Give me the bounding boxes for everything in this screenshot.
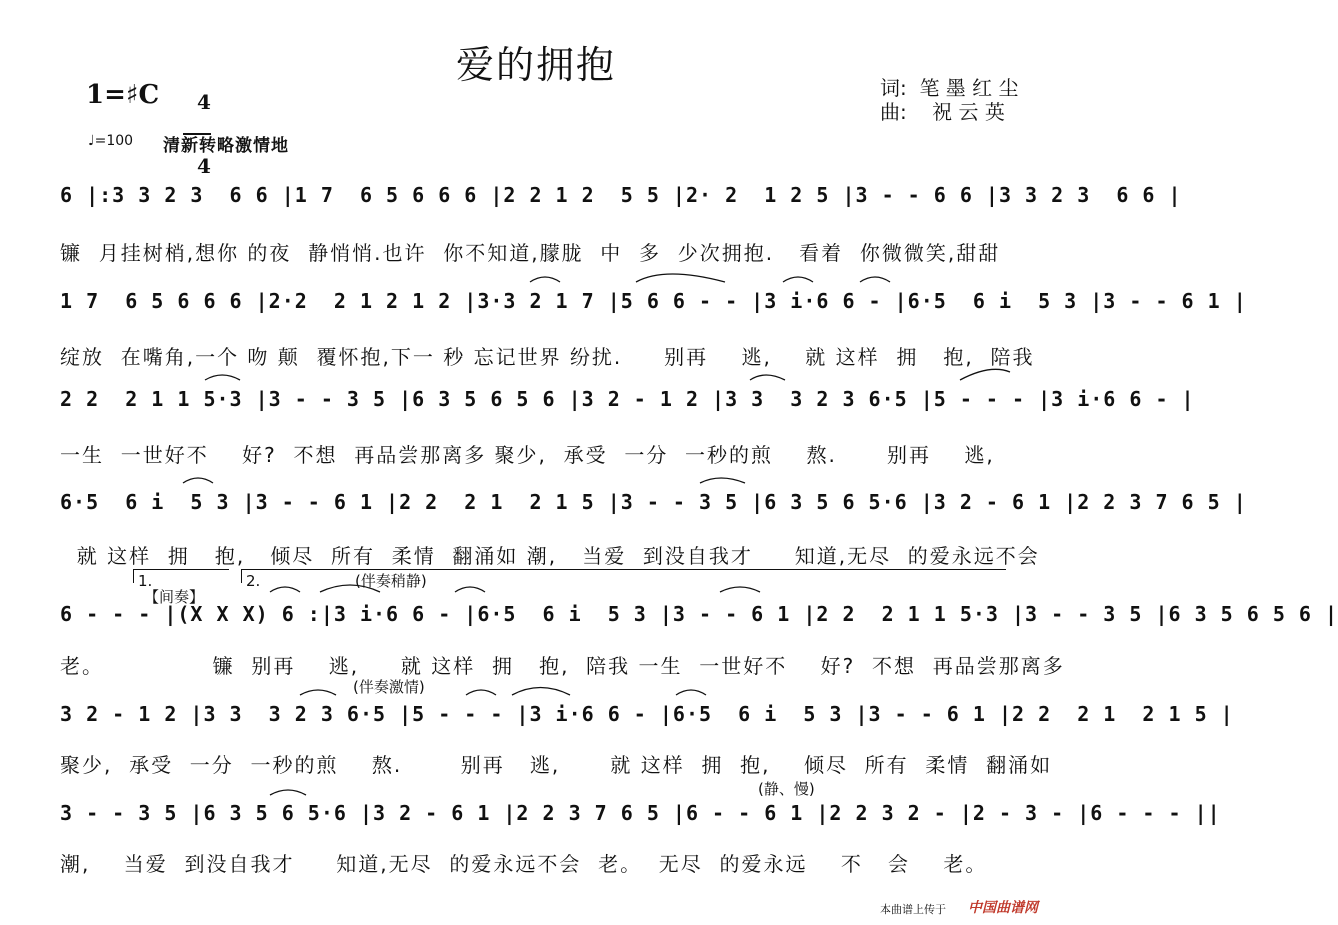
slur (183, 478, 213, 483)
expression-mark: 清新转略激情地 (163, 136, 289, 156)
slur (466, 690, 496, 695)
slur (270, 790, 306, 795)
slur (270, 587, 300, 592)
slur (455, 587, 485, 592)
slur (205, 375, 240, 380)
slur (320, 585, 380, 592)
meter-top: 4 (196, 90, 211, 114)
upload-note: 本曲谱上传于 (880, 903, 946, 916)
lyric-row: 一生 一世好不 好? 不想 再品尝那离多 聚少, 承受 一分 一秒的煎 熬. 别再 逃, (60, 443, 995, 467)
lyricist-credit: 词: 笔 墨 红 尘 (880, 76, 1019, 100)
notation-row: 6 |:3 3 2 3 6 6 |1 7 6 5 6 6 6 |2 2 1 2 5 5 |2· 2 1 2 5 |3 - - 6 6 |3 3 2 3 6 6 | (60, 183, 1182, 207)
lyric-row: 潮, 当爱 到没自我才 知道,无尽 的爱永远不会 老。 无尽 的爱永远 不 会 老。 (60, 852, 988, 876)
lyric-row: 老。 镰 别再 逃, 就 这样 拥 抱, 陪我 一生 一世好不 好? 不想 再品尝那离多 (60, 654, 1065, 678)
accompaniment-quiet-note: (伴奏稍静) (355, 572, 427, 590)
slur (783, 277, 813, 282)
accompaniment-passion-note: (伴奏激情) (353, 678, 425, 696)
interlude-label: 【间奏】 (144, 588, 205, 606)
composer-credit: 曲: 祝 云 英 (880, 100, 1005, 124)
slur (530, 277, 560, 282)
slur (860, 277, 890, 282)
notation-row: 2 2 2 1 1 5·3 |3 - - 3 5 |6 3 5 6 5 6 |3 2 - 1 2 |3 3 3 2 3 6·5 |5 - - - |3 i·6 6 - | (60, 387, 1195, 411)
slur (750, 375, 785, 380)
ending-1-label: 1. (138, 572, 153, 590)
notation-row: 1 7 6 5 6 6 6 |2·2 2 1 2 1 2 |3·3 2 1 7 |5 6 6 - - |3 i·6 6 - |6·5 6 i 5 3 |3 - - 6 1 | (60, 289, 1247, 313)
lyric-row: 绽放 在嘴角,一个 吻 颠 覆怀抱,下一 秒 忘记世界 纷扰. 别再 逃, 就 这样 拥 抱, 陪我 (60, 345, 1035, 369)
slur (720, 587, 760, 592)
lyric-row: 就 这样 拥 抱, 倾尽 所有 柔情 翻涌如 潮, 当爱 到没自我才 知道,无尽 的爱永远不会 (60, 544, 1040, 568)
slur (676, 690, 706, 695)
song-title: 爱的拥抱 (455, 43, 616, 87)
site-logo: 中国曲谱网 (968, 900, 1038, 916)
notation-row: 3 2 - 1 2 |3 3 3 2 3 6·5 |5 - - - |3 i·6 6 - |6·5 6 i 5 3 |3 - - 6 1 |2 2 2 1 2 1 5 | (60, 702, 1234, 726)
tempo-mark: ♩=100 (88, 133, 134, 149)
lyric-row: 镰 月挂树梢,想你 的夜 静悄悄.也许 你不知道,朦胧 中 多 少次拥抱. 看着 你微微笑,甜甜 (60, 241, 1001, 265)
key-signature: 1=♯C (86, 80, 160, 110)
notation-row: 6·5 6 i 5 3 |3 - - 6 1 |2 2 2 1 2 1 5 |3 - - 3 5 |6 3 5 6 5·6 |3 2 - 6 1 |2 2 3 7 6 5 | (60, 490, 1247, 514)
meter-bottom: 4 (196, 154, 211, 178)
notation-row: 6 - - - |(X X X) 6 :|3 i·6 6 - |6·5 6 i 5 3 |3 - - 6 1 |2 2 2 1 1 5·3 |3 - - 3 5 |6 3 5 6 5 6 | (60, 602, 1338, 626)
slur (636, 274, 725, 282)
slur (300, 690, 336, 695)
lyric-row: 聚少, 承受 一分 一秒的煎 熬. 别再 逃, 就 这样 拥 抱, 倾尽 所有 柔情 翻涌如 (60, 753, 1053, 777)
slur (512, 688, 570, 696)
ending-2-label: 2. (246, 572, 261, 590)
slur (700, 478, 745, 483)
slur (960, 369, 1010, 380)
tempo-slow-note: (静、慢) (758, 780, 815, 798)
notation-row: 3 - - 3 5 |6 3 5 6 5·6 |3 2 - 6 1 |2 2 3 7 6 5 |6 - - 6 1 |2 2 3 2 - |2 - 3 - |6 - - - || (60, 801, 1221, 825)
